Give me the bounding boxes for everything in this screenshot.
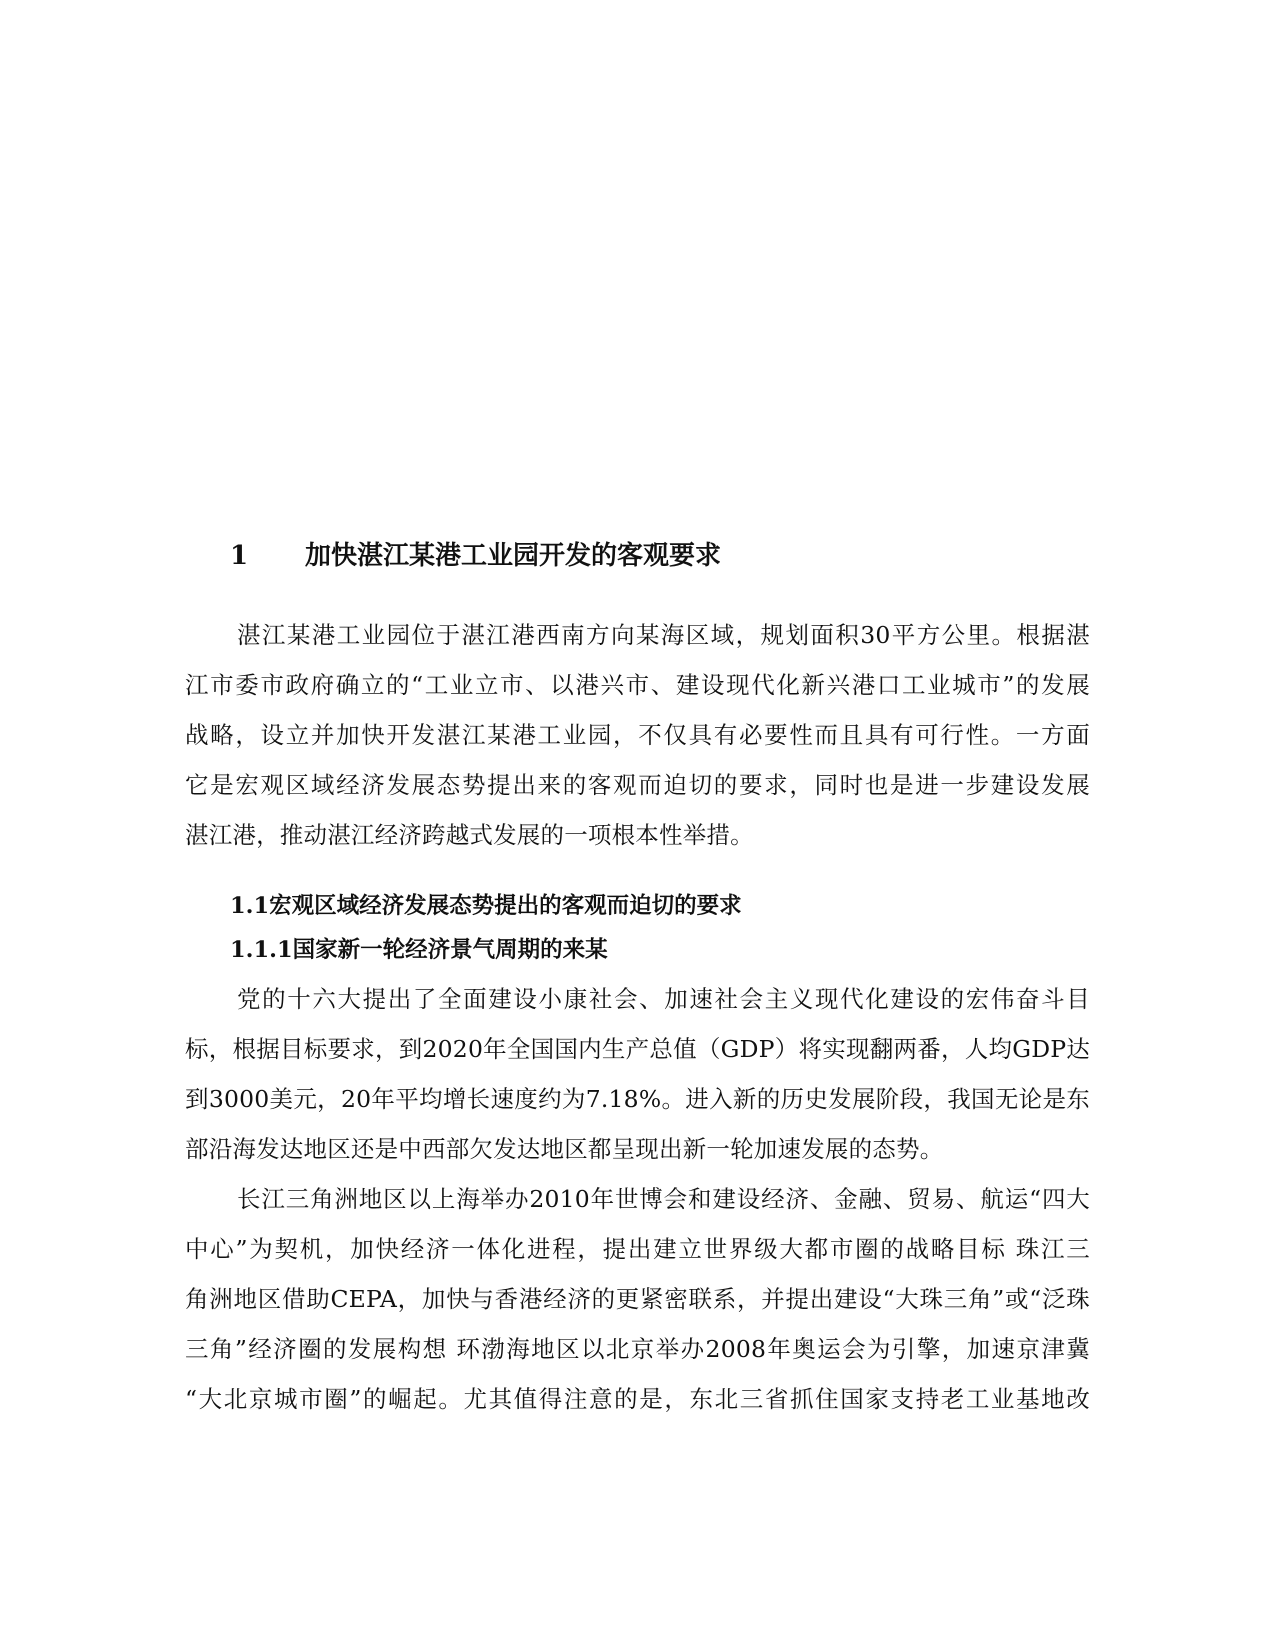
paragraph-line: 江市委市政府确立的“工业立市、以港兴市、建设现代化新兴港口工业城市”的发展 [185, 671, 1090, 699]
paragraph-line: 党的十六大提出了全面建设小康社会、加速社会主义现代化建设的宏伟奋斗目 [237, 985, 1090, 1013]
paragraph-line: 三角”经济圈的发展构想 环渤海地区以北京举办2008年奥运会为引擎，加速京津冀 [185, 1335, 1090, 1363]
chapter-heading [230, 536, 1070, 576]
paragraph-line: 湛江港，推动湛江经济跨越式发展的一项根本性举措。 [185, 821, 754, 849]
section-heading-1-1: 1.1宏观区域经济发展态势提出的客观而迫切的要求 [230, 893, 742, 919]
chapter-title: 加快湛江某港工业园开发的客观要求 [305, 541, 722, 571]
body-paragraph-1 [185, 974, 1090, 1174]
paragraph-line: 中心”为契机，加快经济一体化进程，提出建立世界级大都市圈的战略目标 珠江三 [185, 1235, 1090, 1263]
paragraph-line: 战略，设立并加快开发湛江某港工业园，不仅具有必要性而且具有可行性。一方面 [185, 721, 1090, 749]
body-paragraph-2 [185, 1174, 1090, 1424]
paragraph-line: 湛江某港工业园位于湛江港西南方向某海区域，规划面积30平方公里。根据湛 [237, 621, 1090, 649]
paragraph-line: 到3000美元，20年平均增长速度约为7.18%。进入新的历史发展阶段，我国无论是东 [185, 1085, 1090, 1113]
paragraph-line: 标，根据目标要求，到2020年全国国内生产总值（GDP）将实现翻两番，人均GDP达 [185, 1035, 1090, 1063]
chapter-number: 1 [230, 541, 249, 571]
paragraph-line: 它是宏观区域经济发展态势提出来的客观而迫切的要求，同时也是进一步建设发展 [185, 771, 1090, 799]
intro-paragraph [185, 610, 1090, 860]
section-heading-1-1-1: 1.1.1国家新一轮经济景气周期的来某 [230, 937, 608, 963]
paragraph-line: 角洲地区借助CEPA，加快与香港经济的更紧密联系，并提出建设“大珠三角”或“泛珠 [185, 1285, 1090, 1313]
paragraph-line: “大北京城市圈”的崛起。尤其值得注意的是，东北三省抓住国家支持老工业基地改 [185, 1385, 1090, 1413]
paragraph-line: 部沿海发达地区还是中西部欠发达地区都呈现出新一轮加速发展的态势。 [185, 1135, 944, 1163]
paragraph-line: 长江三角洲地区以上海举办2010年世博会和建设经济、金融、贸易、航运“四大 [237, 1185, 1090, 1213]
